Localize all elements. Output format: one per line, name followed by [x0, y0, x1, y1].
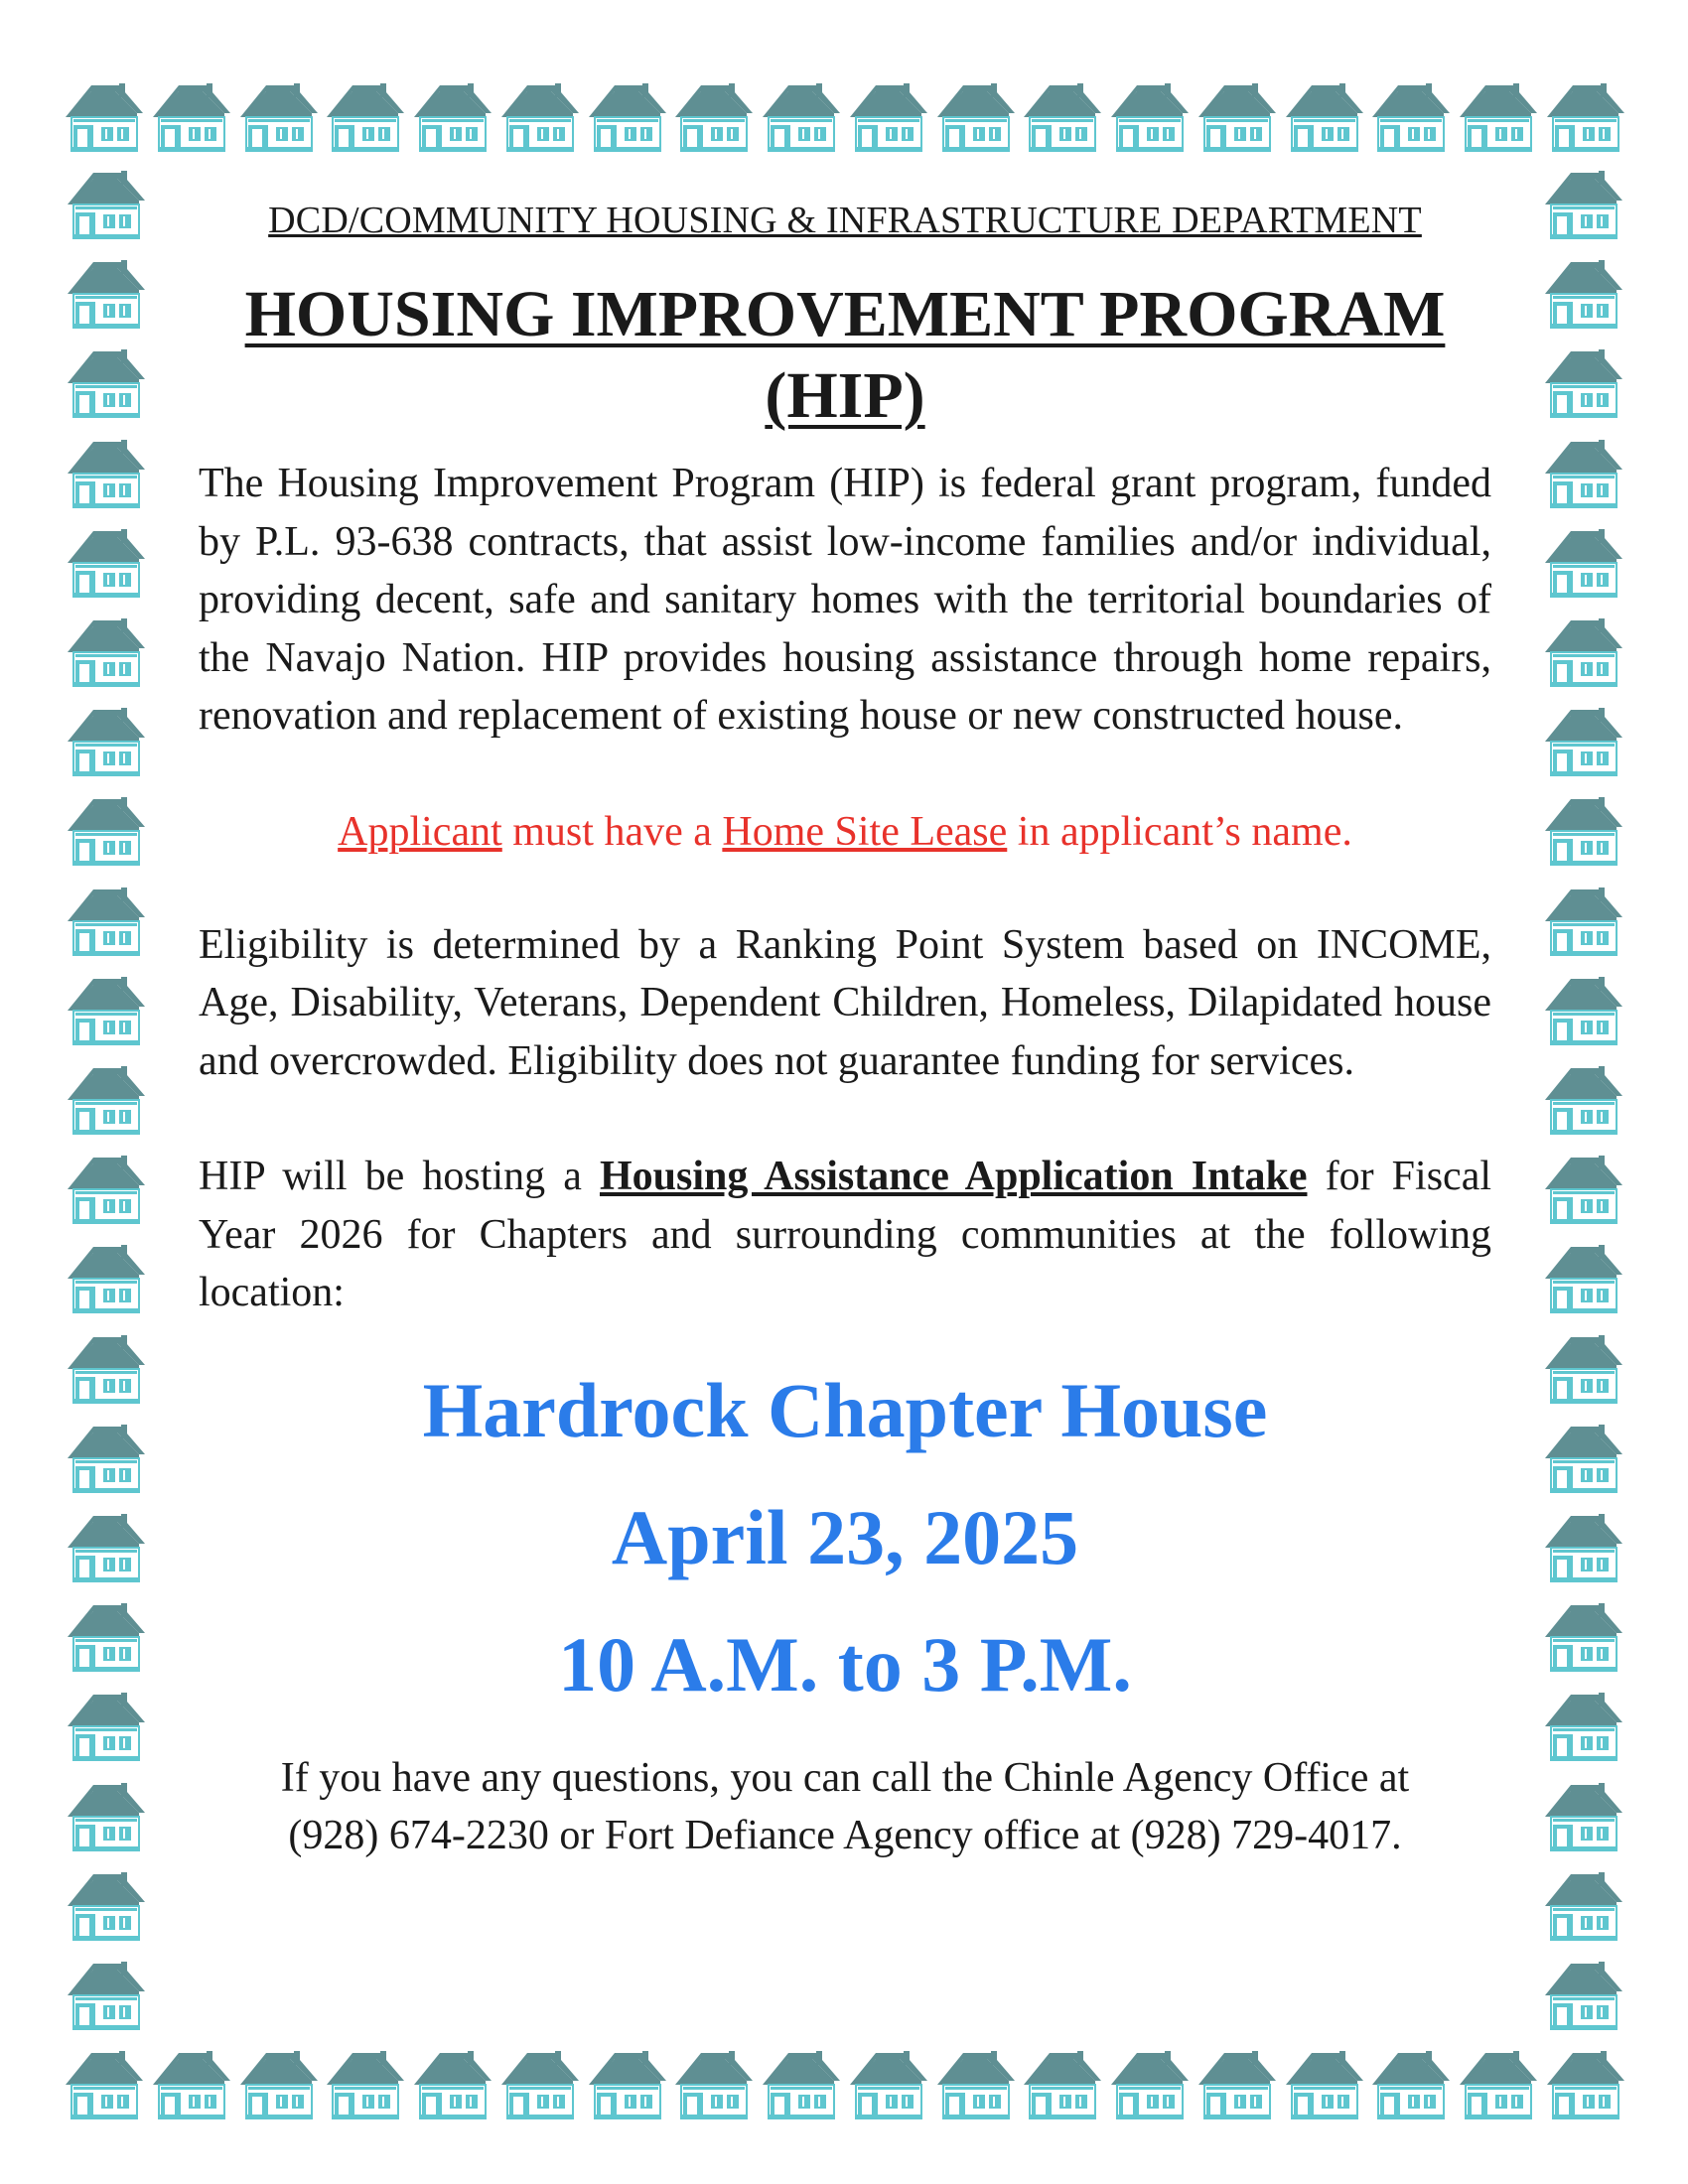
- house-icon: [1456, 77, 1539, 153]
- house-icon: [1541, 613, 1624, 688]
- hosting-text: [199, 1148, 1491, 1322]
- house-icon: [1456, 2045, 1539, 2120]
- house-icon: [1541, 791, 1624, 867]
- house-icon: [1543, 2045, 1626, 2120]
- house-icon: [759, 77, 842, 153]
- house-icon: [64, 165, 147, 240]
- program-title-line2: (HIP): [765, 359, 925, 432]
- event-time: 10 A.M. to 3 P.M.: [558, 1620, 1132, 1707]
- house-icon: [497, 2045, 581, 2120]
- house-icon: [1195, 77, 1278, 153]
- house-icon: [1541, 343, 1624, 419]
- house-icon: [1107, 2045, 1191, 2120]
- house-icon: [410, 77, 493, 153]
- house-icon: [64, 523, 147, 599]
- house-icon: [149, 77, 232, 153]
- house-border-right: [1541, 165, 1624, 2031]
- house-icon: [64, 1777, 147, 1852]
- program-title-line1: HOUSING IMPROVEMENT PROGRAM: [244, 278, 1446, 350]
- house-icon: [1541, 1060, 1624, 1136]
- house-icon: [1541, 1329, 1624, 1405]
- house-icon: [64, 702, 147, 777]
- house-icon: [1541, 1239, 1624, 1314]
- house-border-left: [64, 165, 147, 2031]
- house-icon: [1541, 254, 1624, 330]
- house-icon: [1541, 523, 1624, 599]
- house-border-top: [62, 77, 1626, 157]
- house-icon: [323, 77, 406, 153]
- lease-requirement: [199, 803, 1491, 861]
- house-icon: [1543, 77, 1626, 153]
- house-icon: [410, 2045, 493, 2120]
- contact-line-2: (928) 674-2230 or Fort Defiance Agency office at (928) 729-4017.: [288, 1812, 1402, 1858]
- house-icon: [1541, 971, 1624, 1046]
- house-icon: [1541, 1508, 1624, 1583]
- house-icon: [62, 77, 145, 153]
- house-icon: [933, 2045, 1017, 2120]
- house-icon: [236, 77, 320, 153]
- house-icon: [1020, 2045, 1103, 2120]
- house-icon: [933, 77, 1017, 153]
- eligibility-text: Eligibility is determined by a Ranking Point System based on INCOME, Age, Disability, Veterans, Dependent Children, Homeless, Dilapidated house and overcrowded. Eligibility does not guarantee funding for services.: [199, 921, 1491, 1084]
- intake-event-name: Housing Assistance Application Intake: [599, 1154, 1308, 1199]
- event-date: April 23, 2025: [611, 1493, 1079, 1580]
- house-icon: [64, 1866, 147, 1942]
- house-icon: [1541, 882, 1624, 957]
- house-icon: [1541, 702, 1624, 777]
- house-icon: [1020, 77, 1103, 153]
- house-icon: [1541, 165, 1624, 240]
- house-icon: [1541, 434, 1624, 509]
- house-icon: [64, 791, 147, 867]
- contact-info: [199, 1749, 1491, 1864]
- house-icon: [759, 2045, 842, 2120]
- house-icon: [671, 77, 755, 153]
- house-icon: [64, 1329, 147, 1405]
- house-icon: [64, 971, 147, 1046]
- house-icon: [585, 77, 668, 153]
- house-icon: [1282, 2045, 1365, 2120]
- house-icon: [64, 1687, 147, 1762]
- house-icon: [671, 2045, 755, 2120]
- house-icon: [64, 254, 147, 330]
- house-icon: [149, 2045, 232, 2120]
- house-icon: [846, 77, 929, 153]
- hosting-after: for Fiscal Year 2026 for Chapters and surrounding communities at the following location:: [199, 1154, 1492, 1315]
- house-icon: [64, 1419, 147, 1494]
- house-icon: [64, 882, 147, 957]
- house-icon: [1541, 1687, 1624, 1762]
- house-icon: [1541, 1956, 1624, 2031]
- requirement-middle: must have a: [501, 808, 723, 855]
- house-icon: [64, 1150, 147, 1225]
- house-icon: [1107, 77, 1191, 153]
- house-icon: [64, 434, 147, 509]
- applicant-word: Applicant: [338, 808, 502, 855]
- house-icon: [1368, 2045, 1452, 2120]
- house-icon: [846, 2045, 929, 2120]
- house-icon: [64, 613, 147, 688]
- house-icon: [323, 2045, 406, 2120]
- hosting-before: HIP will be hosting a: [199, 1154, 600, 1199]
- house-icon: [585, 2045, 668, 2120]
- house-icon: [236, 2045, 320, 2120]
- house-icon: [1368, 77, 1452, 153]
- house-icon: [64, 1060, 147, 1136]
- house-icon: [64, 1508, 147, 1583]
- house-border-bottom: [62, 2045, 1626, 2124]
- venue-name: Hardrock Chapter House: [422, 1366, 1268, 1453]
- house-icon: [1541, 1419, 1624, 1494]
- contact-line-1: If you have any questions, you can call the Chinle Agency Office at: [280, 1754, 1410, 1801]
- house-icon: [64, 343, 147, 419]
- house-icon: [1541, 1866, 1624, 1942]
- house-icon: [1282, 77, 1365, 153]
- house-icon: [497, 77, 581, 153]
- house-icon: [64, 1597, 147, 1673]
- department-heading: DCD/COMMUNITY HOUSING & INFRASTRUCTURE DEPARTMENT: [268, 200, 1422, 241]
- house-icon: [1541, 1150, 1624, 1225]
- house-icon: [64, 1239, 147, 1314]
- program-intro: The Housing Improvement Program (HIP) is federal grant program, funded by P.L. 93-638 contracts, that assist low-income families and/or individual, providing decent, safe and sanitary homes with the territorial boundaries of the Navajo Nation. HIP provides housing assistance through home repairs, renovation and replacement of existing house or new constructed house.: [199, 461, 1491, 739]
- house-icon: [1195, 2045, 1278, 2120]
- house-icon: [64, 1956, 147, 2031]
- flyer-content: [199, 199, 1491, 1864]
- house-icon: [1541, 1777, 1624, 1852]
- house-icon: [62, 2045, 145, 2120]
- program-title: [199, 274, 1491, 437]
- requirement-end: in applicant’s name.: [1007, 808, 1352, 855]
- home-site-lease: Home Site Lease: [722, 808, 1008, 855]
- house-icon: [1541, 1597, 1624, 1673]
